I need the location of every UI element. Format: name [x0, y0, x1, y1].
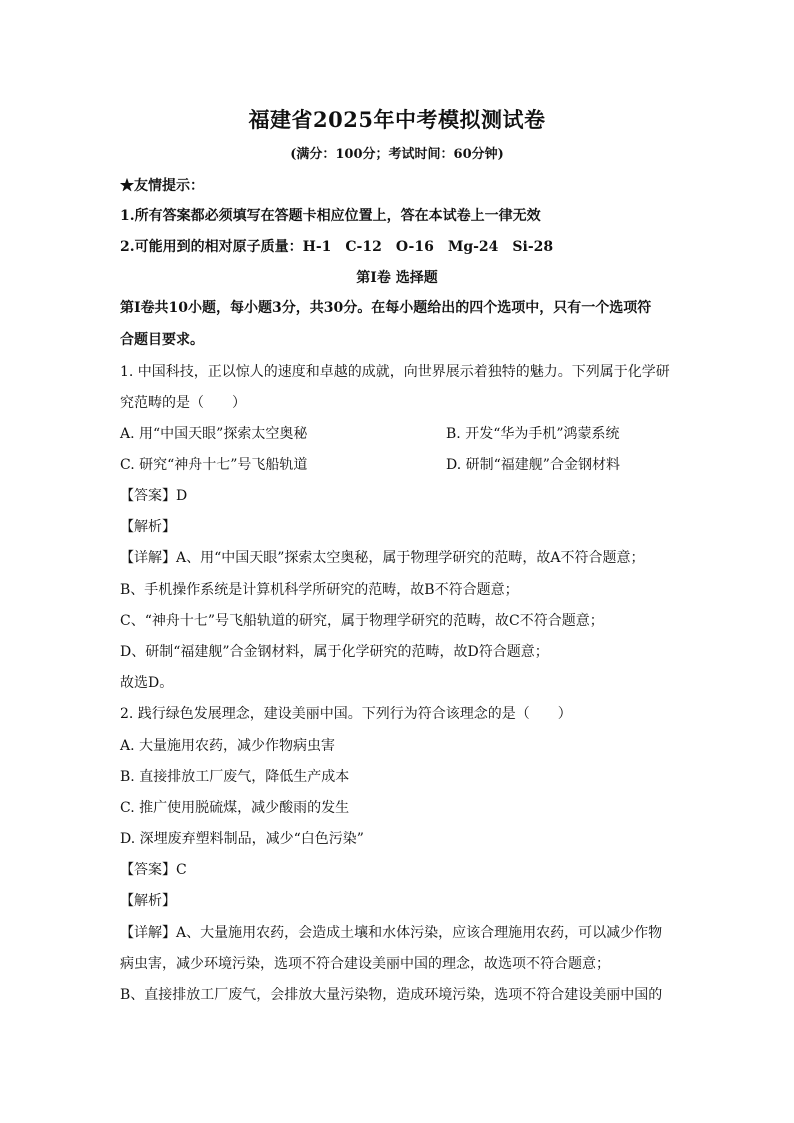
- q1-conclusion: 故选D。: [120, 675, 174, 691]
- q2-detail-1b: 病虫害，减少环境污染，选项不符合建设美丽中国的理念，故选项不符合题意；: [120, 956, 610, 972]
- q1-answer: 【答案】D: [120, 488, 188, 504]
- q1-option-b: B. 开发“华为手机”鸿蒙系统: [446, 426, 620, 442]
- q1-detail-3: C、“神舟十七”号飞船轨道的研究，属于物理学研究的范畴，故C不符合题意；: [120, 613, 604, 629]
- q2-detail-1a: 【详解】A、大量施用农药，会造成土壤和水体污染，应该合理施用农药，可以减少作物: [120, 925, 663, 941]
- q2-answer: 【答案】C: [120, 862, 187, 878]
- q1-stem-line-2: 究范畴的是（ ）: [120, 395, 246, 411]
- q2-option-a: A. 大量施用农药，减少作物病虫害: [120, 738, 336, 754]
- page-title: 福建省2025年中考模拟测试卷: [248, 107, 546, 132]
- q1-option-d: D. 研制“福建舰”合金钢材料: [446, 457, 620, 473]
- tips-heading: ★友情提示：: [120, 178, 204, 194]
- q2-option-d: D. 深埋废弃塑料制品，减少“白色污染”: [120, 831, 364, 847]
- q1-detail-1: 【详解】A、用“中国天眼”探索太空奥秘，属于物理学研究的范畴，故A不符合题意；: [120, 550, 645, 566]
- q1-option-a: A. 用“中国天眼”探索太空奥秘: [120, 426, 308, 442]
- q1-detail-2: B、手机操作系统是计算机科学所研究的范畴，故B不符合题意；: [120, 582, 519, 598]
- q1-stem-line-1: 1. 中国科技，正以惊人的速度和卓越的成就，向世界展示着独特的魅力。下列属于化学研: [120, 364, 670, 380]
- exam-info: (满分：100分；考试时间：60分钟): [290, 147, 504, 162]
- section-intro-line-1: 第Ⅰ卷共10小题，每小题3分，共30分。在每小题给出的四个选项中，只有一个选项符: [120, 300, 652, 316]
- q2-option-c: C. 推广使用脱硫煤，减少酸雨的发生: [120, 800, 350, 816]
- section-intro-line-2: 合题目要求。: [120, 332, 204, 348]
- q1-analysis-label: 【解析】: [120, 519, 176, 535]
- tip-item-2: 2.可能用到的相对原子质量：H-1 C-12 O-16 Mg-24 Si-28: [120, 239, 554, 255]
- q1-detail-4: D、研制“福建舰”合金钢材料，属于化学研究的范畴，故D符合题意；: [120, 644, 549, 660]
- q2-option-b: B. 直接排放工厂废气，降低生产成本: [120, 769, 350, 785]
- section-title: 第Ⅰ卷 选择题: [356, 270, 438, 286]
- tip-item-1: 1.所有答案都必须填写在答题卡相应位置上，答在本试卷上一律无效: [120, 208, 541, 224]
- q2-stem: 2. 践行绿色发展理念，建设美丽中国。下列行为符合该理念的是（ ）: [120, 706, 572, 722]
- q1-option-c: C. 研究“神舟十七”号飞船轨道: [120, 457, 308, 473]
- q2-detail-2: B、直接排放工厂废气，会排放大量污染物，造成环境污染，选项不符合建设美丽中国的: [120, 987, 663, 1003]
- q2-analysis-label: 【解析】: [120, 893, 176, 909]
